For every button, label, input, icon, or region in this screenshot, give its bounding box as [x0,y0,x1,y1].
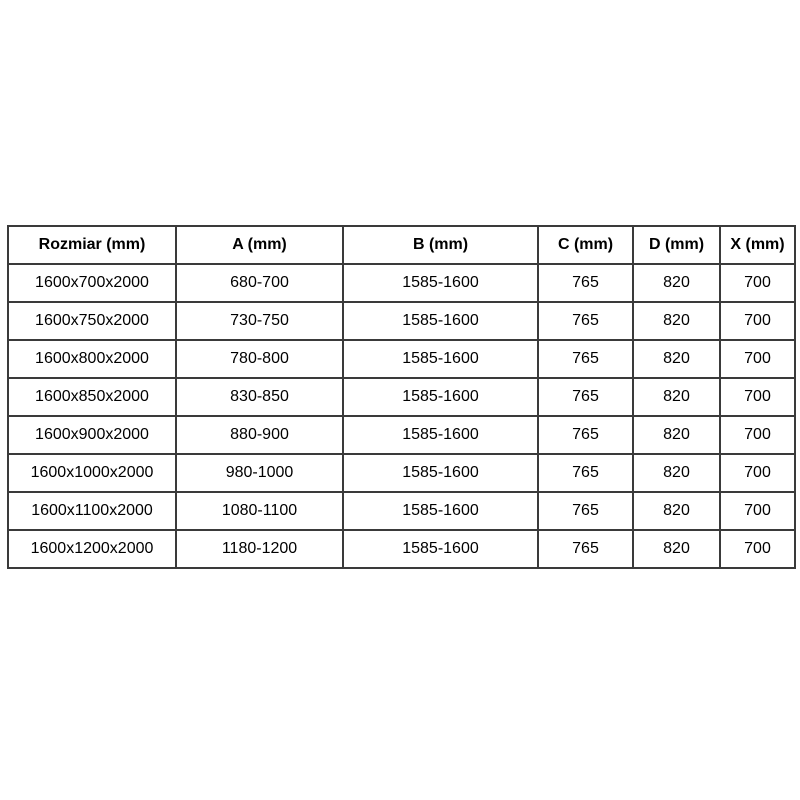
table-cell: 1585-1600 [343,530,538,568]
size-spec-table [7,225,796,569]
table-cell: 765 [538,416,633,454]
table-cell: 820 [633,264,720,302]
column-header-rozmiar: Rozmiar (mm) [8,226,176,264]
table-cell: 1600x1100x2000 [8,492,176,530]
table-row [8,416,795,454]
table-cell: 700 [720,454,795,492]
table-cell: 1600x700x2000 [8,264,176,302]
table-cell: 1585-1600 [343,492,538,530]
table-cell: 820 [633,378,720,416]
table-row [8,302,795,340]
table-cell: 1600x1200x2000 [8,530,176,568]
table-cell: 1585-1600 [343,416,538,454]
table-cell: 820 [633,340,720,378]
table-cell: 680-700 [176,264,343,302]
table-cell: 1585-1600 [343,340,538,378]
table-cell: 1585-1600 [343,302,538,340]
column-header-c: C (mm) [538,226,633,264]
table-cell: 1600x850x2000 [8,378,176,416]
table-row [8,454,795,492]
table-cell: 700 [720,302,795,340]
table-cell: 780-800 [176,340,343,378]
table-cell: 1585-1600 [343,378,538,416]
table-cell: 1585-1600 [343,264,538,302]
table-cell: 700 [720,378,795,416]
table-cell: 1600x750x2000 [8,302,176,340]
table-row [8,264,795,302]
table-row [8,378,795,416]
table-cell: 820 [633,416,720,454]
table-cell: 765 [538,302,633,340]
table-cell: 700 [720,340,795,378]
table-cell: 1180-1200 [176,530,343,568]
table-cell: 730-750 [176,302,343,340]
table-cell: 980-1000 [176,454,343,492]
table-row [8,530,795,568]
table-cell: 765 [538,454,633,492]
table-cell: 1600x1000x2000 [8,454,176,492]
column-header-b: B (mm) [343,226,538,264]
table-cell: 765 [538,340,633,378]
column-header-x: X (mm) [720,226,795,264]
table-cell: 820 [633,302,720,340]
table-cell: 700 [720,264,795,302]
table-row [8,492,795,530]
table-header-row [8,226,795,264]
table-cell: 1600x800x2000 [8,340,176,378]
table-cell: 700 [720,530,795,568]
table-cell: 765 [538,378,633,416]
table-cell: 765 [538,264,633,302]
table-cell: 1585-1600 [343,454,538,492]
table-cell: 765 [538,492,633,530]
table-cell: 765 [538,530,633,568]
table-cell: 880-900 [176,416,343,454]
table-cell: 700 [720,492,795,530]
column-header-a: A (mm) [176,226,343,264]
table-body [8,264,795,568]
table-cell: 820 [633,530,720,568]
table-row [8,340,795,378]
column-header-d: D (mm) [633,226,720,264]
table-cell: 1080-1100 [176,492,343,530]
table-cell: 1600x900x2000 [8,416,176,454]
table-cell: 820 [633,454,720,492]
table-cell: 830-850 [176,378,343,416]
table-cell: 700 [720,416,795,454]
table-cell: 820 [633,492,720,530]
